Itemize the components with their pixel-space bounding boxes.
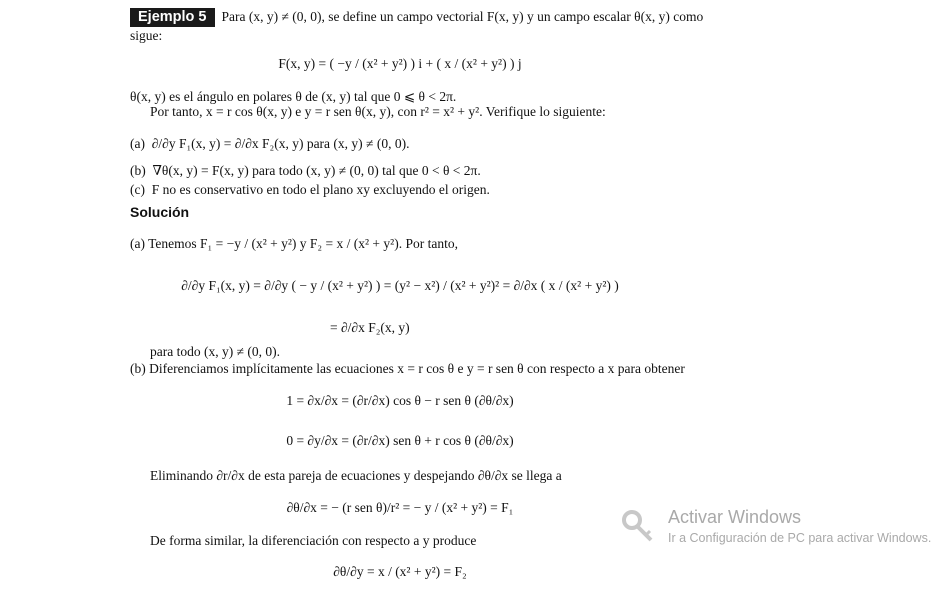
theta-definition: θ(x, y) es el ángulo en polares θ de (x, y) tal que 0 ⩽ θ < 2π. <box>130 89 457 104</box>
item-a-label: (a) <box>130 136 145 151</box>
field-definition-equation: F(x, y) = ( −y / (x² + y²) ) i + ( x / (x² + y²) ) j <box>278 56 522 71</box>
solution-heading: Solución <box>130 204 190 220</box>
intro-line-1 <box>130 8 703 27</box>
polar-relations: Por tanto, x = r cos θ(x, y) e y = r sen θ(x, y), con r² = x² + y². Verifique lo siguiente: <box>150 104 606 119</box>
solution-b-equation-4: ∂θ/∂y = x / (x² + y²) = F₂ <box>333 564 467 579</box>
solution-a-end: para todo (x, y) ≠ (0, 0). <box>150 344 280 359</box>
item-c-label: (c) <box>130 182 145 197</box>
item-c <box>130 182 490 198</box>
item-a <box>130 136 409 152</box>
solution-a-equation-2: = ∂/∂x F₂(x, y) <box>330 320 410 335</box>
item-b-text: ∇θ(x, y) = F(x, y) para todo (x, y) ≠ (0, 0) tal que 0 < θ < 2π. <box>152 163 481 178</box>
solution-a-equation-1: ∂/∂y F₁(x, y) = ∂/∂y ( − y / (x² + y²) ) = (y² − x²) / (x² + y²)² = ∂/∂x ( x / (x² + y²) ) <box>181 278 619 293</box>
example-badge: Ejemplo 5 <box>130 8 215 27</box>
watermark-subtitle: Ir a Configuración de PC para activar Windows. <box>668 531 931 545</box>
item-b <box>130 163 481 179</box>
solution-b-equation-3: ∂θ/∂x = − (r sen θ)/r² = − y / (x² + y²) = F₁ <box>286 500 514 515</box>
watermark-title: Activar Windows <box>668 507 802 527</box>
solution-b-equation-2: 0 = ∂y/∂x = (∂r/∂x) sen θ + r cos θ (∂θ/∂x) <box>286 433 514 448</box>
solution-b-intro: (b) Diferenciamos implícitamente las ecuaciones x = r cos θ e y = r sen θ con respecto a x para obtener <box>130 361 685 376</box>
item-a-text: ∂/∂y F₁(x, y) = ∂/∂x F₂(x, y) para (x, y) ≠ (0, 0). <box>151 136 410 151</box>
activation-watermark <box>620 507 931 545</box>
item-c-text: F no es conservativo en todo el plano xy excluyendo el origen. <box>151 182 490 197</box>
intro-text: Para (x, y) ≠ (0, 0), se define un campo vectorial F(x, y) y un campo escalar θ(x, y) como <box>221 9 704 24</box>
item-b-label: (b) <box>130 163 146 178</box>
solution-b-elimination: Eliminando ∂r/∂x de esta pareja de ecuaciones y despejando ∂θ/∂x se llega a <box>150 468 562 483</box>
solution-b-similar: De forma similar, la diferenciación con respecto a y produce <box>150 533 477 548</box>
key-icon <box>620 509 656 549</box>
solution-a-intro: (a) Tenemos F₁ = −y / (x² + y²) y F₂ = x / (x² + y²). Por tanto, <box>130 236 458 251</box>
solution-b-equation-1: 1 = ∂x/∂x = (∂r/∂x) cos θ − r sen θ (∂θ/∂x) <box>286 393 514 408</box>
intro-line-2: sigue: <box>130 28 163 43</box>
